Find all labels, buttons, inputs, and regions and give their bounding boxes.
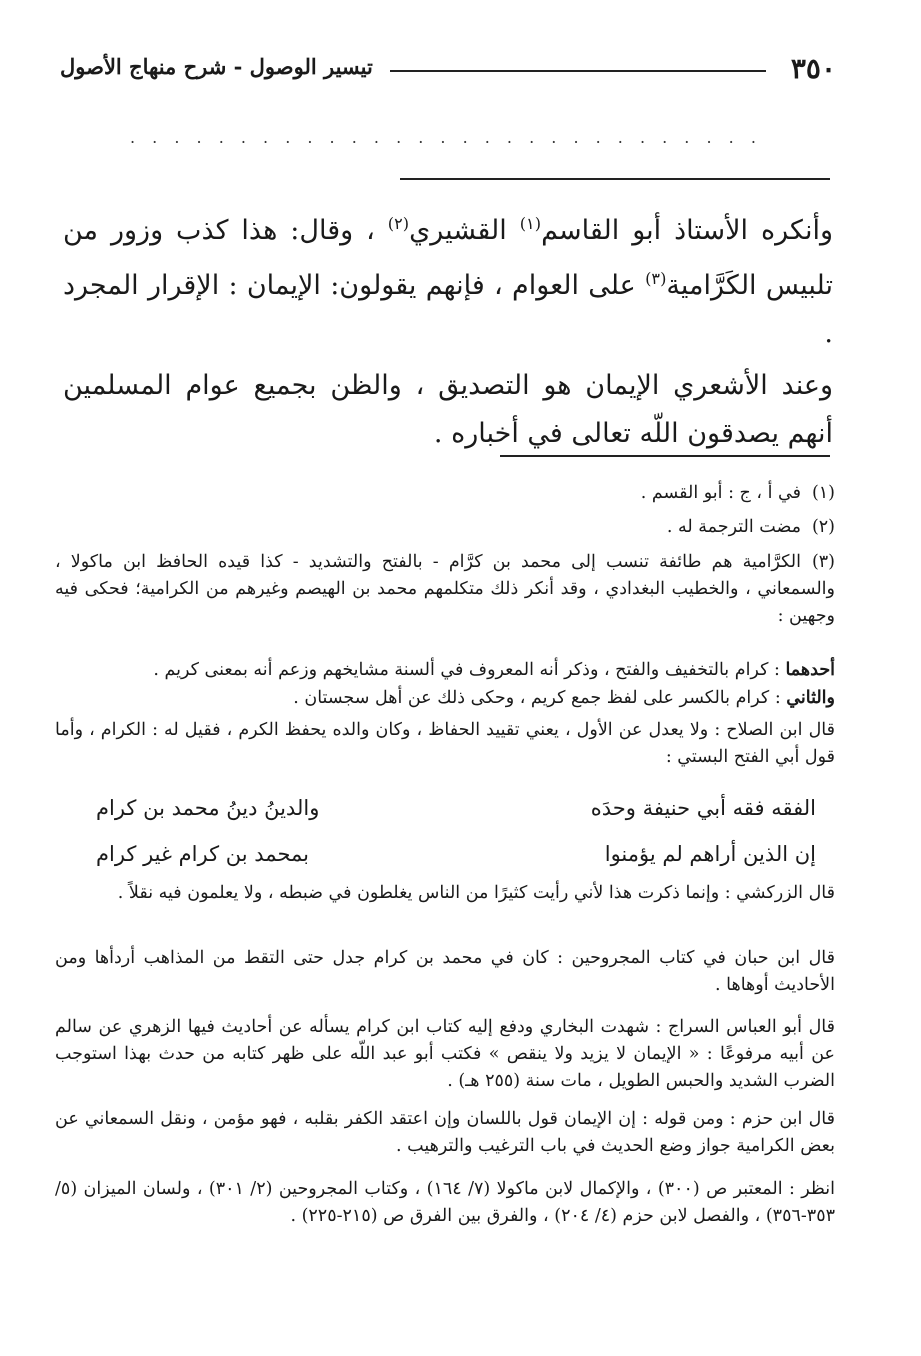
p1-text-d: على العوام ، فإنهم يقولون: الإيمان : الإقرار المجرد . bbox=[63, 270, 833, 349]
first-view-text: : كرام بالتخفيف والفتح ، وذكر أنه المعروف في ألسنة مشايخهم وزعم أنه بمعنى كريم . bbox=[153, 660, 786, 680]
footnote-second-view bbox=[55, 685, 835, 712]
footnote-number: (١) bbox=[811, 483, 835, 503]
second-view-text: : كرام بالكسر على لفظ جمع كريم ، وحكى ذلك عن أهل سجستان . bbox=[293, 688, 787, 708]
section-rule bbox=[400, 178, 830, 180]
verse-1-first-hemistich: الفقه فقه أبي حنيفة وحدَه bbox=[590, 796, 816, 820]
footnote-rule bbox=[500, 455, 830, 457]
header-rule bbox=[390, 70, 766, 72]
footnote-ref-3: (٣) bbox=[645, 269, 667, 288]
verse-line-1 bbox=[96, 796, 816, 820]
p1-text-c: ، وقال: هذا كذب وزور من تلبيس الكَرَّامية bbox=[63, 215, 833, 301]
footnote-number: (٢) bbox=[811, 517, 835, 537]
verse-line-2 bbox=[96, 842, 816, 866]
footnote-ref-2: (٢) bbox=[387, 214, 410, 233]
footnote-sarraj: قال أبو العباس السراج : شهدت البخاري ودفع إليه كتاب ابن كرام يسأله عن أحاديث فيها الزهري عن سالم عن أبيه مرفوعًا : « الإيمان لا يزيد ولا ينقص » فكتب أبو عبد اللّه على ظهر كتابه من حدث بهذا استوجب الضرب الشديد والحبس الطويل ، مات سنة (٢٥٥ هـ) . bbox=[55, 1017, 835, 1091]
footnote-text: الكرَّامية هم طائفة تنسب إلى محمد بن كرَّام - بالفتح والتشديد - كذا قيده الحافظ ابن ماكولا ، والسمعاني ، والخطيب البغدادي ، وقد أنكر ذلك متكلمهم محمد بن الهيصم وغيرهم من الكرامية؛ فحكى فيه وجهين : bbox=[55, 552, 835, 626]
p1-text-a: وأنكره الأستاذ أبو القاسم bbox=[541, 215, 833, 246]
footnote-1 bbox=[55, 480, 835, 507]
running-title: تيسير الوصول - شرح منهاج الأصول bbox=[60, 54, 373, 79]
footnote-ibn-salah: قال ابن الصلاح : ولا يعدل عن الأول ، يعني تقييد الحفاظ ، وكان والده يحفظ الكرم ، فقيل له : الكرام ، وأما قول أبي الفتح البستي : bbox=[55, 720, 835, 767]
footnote-number: (٣) bbox=[811, 552, 835, 572]
verse-1-second-hemistich: والدينُ دينُ محمد بن كرام bbox=[96, 796, 320, 820]
main-paragraph-1 bbox=[63, 200, 833, 358]
footnote-3 bbox=[55, 549, 835, 630]
footnote-references: انظر : المعتبر ص (٣٠٠) ، والإكمال لابن ماكولا (٧/ ١٦٤) ، وكتاب المجروحين (٢/ ٣٠١) ، ولسان الميزان (٥/ ٣٥٣-٣٥٦) ، والفصل لابن حزم (٤/ ٢٠٤) ، والفرق بين الفرق ص (٢١٥-٢٢٥) . bbox=[55, 1179, 836, 1226]
p1-text-b: القشيري bbox=[409, 215, 520, 246]
footnote-text: في أ ، ج : أبو القسم . bbox=[640, 483, 801, 503]
verse-2-second-hemistich: بمحمد بن كرام غير كرام bbox=[96, 842, 309, 866]
footnote-2 bbox=[55, 514, 835, 541]
footnote-ibn-hibban: قال ابن حبان في كتاب المجروحين : كان في محمد بن كرام جدل حتى التقط من المذاهب أردأها ومن الأحاديث أوهاها . bbox=[55, 948, 835, 995]
separator-dots: . . . . . . . . . . . . . . . . . . . . . . . . . . . . . bbox=[130, 128, 762, 147]
verse-2-first-hemistich: إن الذين أراهم لم يؤمنوا bbox=[604, 842, 816, 866]
footnote-text: مضت الترجمة له . bbox=[666, 517, 801, 537]
page-number: ٣٥٠ bbox=[790, 52, 836, 85]
main-paragraph-2: وعند الأشعري الإيمان هو التصديق ، والظن بجميع عوام المسلمين أنهم يصدقون اللّه تعالى في أخباره . bbox=[63, 370, 833, 449]
footnote-ibn-hazm: قال ابن حزم : ومن قوله : إن الإيمان قول باللسان وإن اعتقد الكفر بقلبه ، فهو مؤمن ، ونقل السمعاني عن بعض الكرامية جواز وضع الحديث في باب الترغيب والترهيب . bbox=[55, 1109, 835, 1156]
footnote-zarkashi: قال الزركشي : وإنما ذكرت هذا لأني رأيت كثيرًا من الناس يغلطون في ضبطه ، ولا يعلمون فيه نقلاً . bbox=[117, 883, 835, 903]
footnote-ref-1: (١) bbox=[519, 214, 542, 233]
first-view-label: أحدهما bbox=[785, 660, 835, 680]
page-header bbox=[60, 52, 836, 92]
second-view-label: والثاني bbox=[786, 688, 835, 708]
footnote-first-view bbox=[55, 657, 835, 684]
